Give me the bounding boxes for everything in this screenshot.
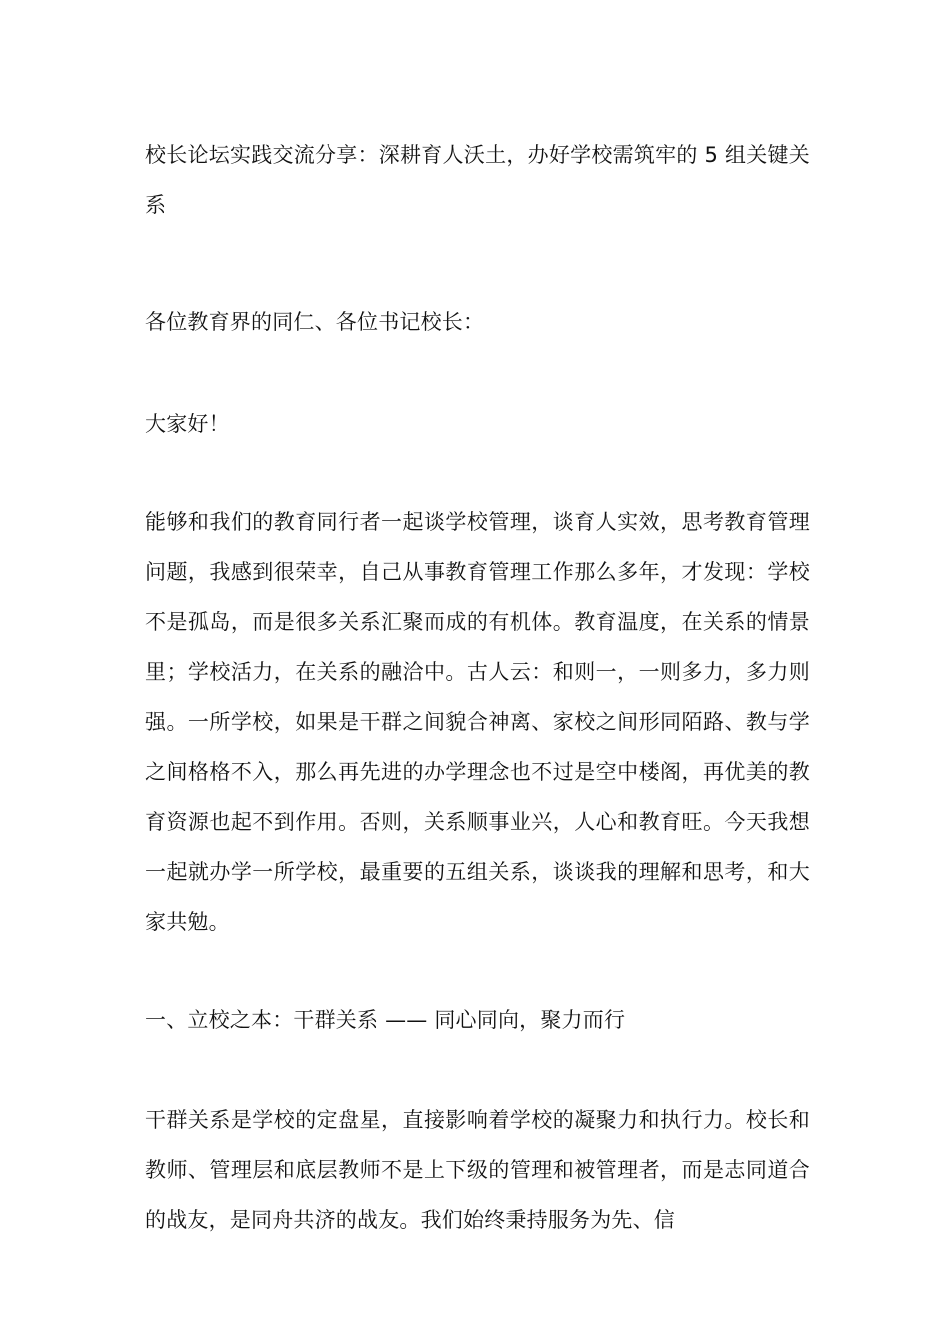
greeting-line: 大家好！: [145, 412, 230, 436]
document-title: 校长论坛实践交流分享：深耕育人沃土，办好学校需筑牢的 5 组关键关系: [145, 143, 810, 217]
salutation-line: 各位教育界的同仁、各位书记校长：: [145, 310, 485, 334]
section-heading: 一、立校之本：干群关系 —— 同心同向，聚力而行: [145, 1008, 626, 1032]
intro-paragraph: 能够和我们的教育同行者一起谈学校管理，谈育人实效，思考教育管理问题，我感到很荣幸，自己从事教育管理工作那么多年，才发现：学校不是孤岛，而是很多关系汇聚而成的有机体。教育温度，在关系的情景里；学校活力，在关系的融洽中。古人云：和则一，一则多力，多力则强。一所学校，如果是干群之间貌合神离、家校之间形同陌路、教与学之间格格不入，那么再先进的办学理念也不过是空中楼阁，再优美的教育资源也起不到作用。否则，关系顺事业兴，人心和教育旺。今天我想一起就办学一所学校，最重要的五组关系，谈谈我的理解和思考，和大家共勉。: [145, 510, 810, 934]
document-body: [145, 130, 810, 1245]
section-paragraph: 干群关系是学校的定盘星，直接影响着学校的凝聚力和执行力。校长和教师、管理层和底层教师不是上下级的管理和被管理者，而是志同道合的战友，是同舟共济的战友。我们始终秉持服务为先、信: [145, 1108, 810, 1232]
